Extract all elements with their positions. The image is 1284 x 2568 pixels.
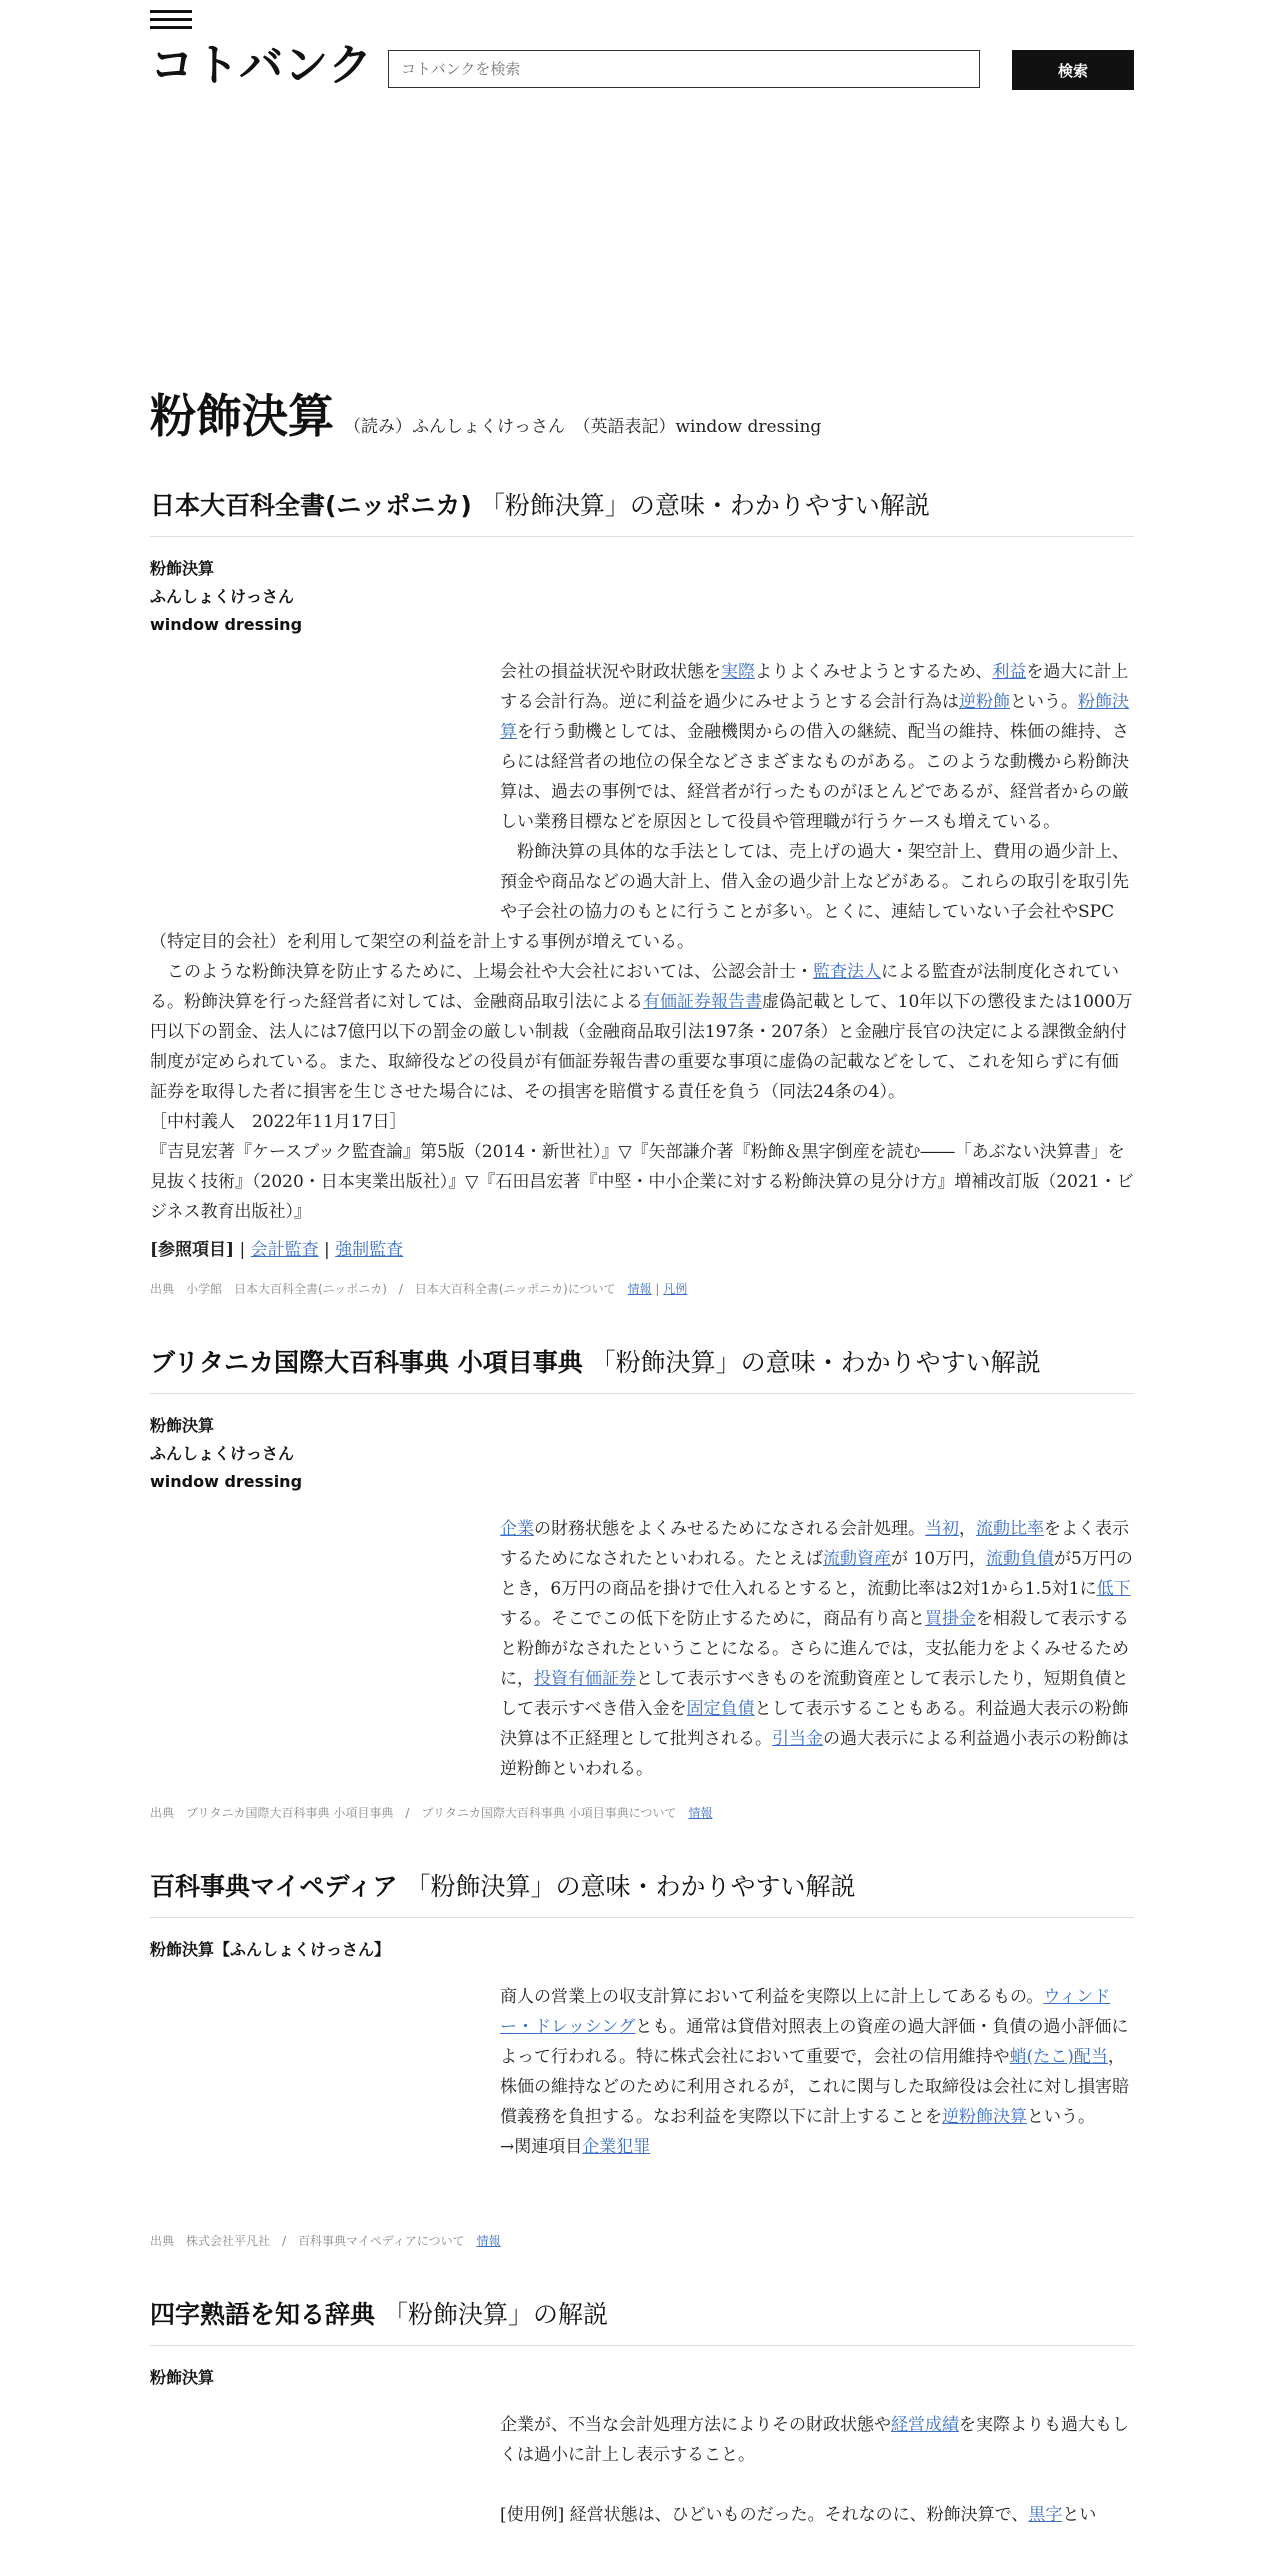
ref-link-kaikeikansa[interactable]: 会計監査 — [250, 1240, 319, 1260]
heading-suffix: 「粉飾決算」の意味・わかりやすい解説 — [590, 1348, 1041, 1377]
link-ryudofusai[interactable]: 流動負債 — [986, 1549, 1055, 1569]
section-britannica — [150, 1343, 1134, 1821]
example-text: [使用例] 経営状態は、ひどいものだった。それなのに、粉飾決算で、 — [500, 2505, 1029, 2525]
site-header — [150, 0, 1134, 100]
page — [150, 0, 1134, 2530]
text: このような粉飾決算を防止するために、上場会社や大会社においては、公認会計士・ — [167, 962, 813, 982]
link-koteifusai[interactable]: 固定負債 — [686, 1699, 755, 1719]
ad-spacer — [150, 657, 500, 907]
keyword: 粉飾決算 — [150, 1416, 215, 1435]
link-toshoku[interactable]: 当初 — [925, 1519, 959, 1539]
text: として表示すべきものを流動資産として表示したり，短期負債として表示すべき借入金を — [500, 1669, 1129, 1719]
section-heading — [150, 486, 1134, 537]
page-reading: （読み）ふんしょくけっさん （英語表記）window dressing — [344, 417, 822, 437]
heading-suffix: 「粉飾決算」の意味・わかりやすい解説 — [405, 1872, 856, 1901]
link-keieiseiseki[interactable]: 経営成績 — [891, 2415, 959, 2435]
entry-body — [150, 1982, 1134, 2162]
heading-suffix: 「粉飾決算」の意味・わかりやすい解説 — [479, 491, 930, 520]
text: よりよくみせようとするため、 — [755, 662, 993, 682]
link-takohaito[interactable]: 蛸(たこ)配当 — [1009, 2047, 1108, 2067]
title-row — [150, 380, 1134, 446]
link-kigyohanzai[interactable]: 企業犯罪 — [582, 2137, 651, 2157]
entry-body — [150, 2410, 1134, 2530]
text: の財務状態をよくみせるためになされる会計処理。 — [534, 1519, 925, 1539]
text: が 10万円， — [891, 1549, 987, 1569]
keyword-english: window dressing — [150, 615, 303, 634]
link-ryudoshisan[interactable]: 流動資産 — [823, 1549, 891, 1569]
keyword: 粉飾決算 — [150, 559, 215, 578]
text: ，株価の維持などのために利用されるが，これに関与した取締役は会社に対し損害賠償義務を負担する。なお利益を実際以下に計上することを — [500, 2047, 1129, 2127]
text: とい — [1062, 2505, 1097, 2525]
link-funshokukessan[interactable]: 粉飾決算 — [500, 692, 1129, 742]
source-text: 出典 株式会社平凡社 / 百科事典マイペディアについて — [150, 2234, 477, 2248]
text: する。そこでこの低下を防止するために，商品有り高と — [500, 1609, 925, 1629]
link-rieki[interactable]: 利益 — [992, 662, 1027, 682]
source-name: 日本大百科全書(ニッポニカ) — [150, 491, 472, 520]
source-text: 出典 ブリタニカ国際大百科事典 小項目事典 / ブリタニカ国際大百科事典 小項目事典について — [150, 1806, 689, 1820]
link-kigyo[interactable]: 企業 — [500, 1519, 534, 1539]
text: を実際よりも過大もしくは過小に計上し表示すること。 — [500, 2415, 1129, 2465]
author: ［中村義人 2022年11月17日］ — [150, 1112, 407, 1132]
link-ryudohiritsu[interactable]: 流動比率 — [976, 1519, 1044, 1539]
search-input[interactable] — [388, 50, 980, 88]
sep: | — [234, 1240, 251, 1260]
section-heading — [150, 1867, 1134, 1918]
entry-body — [150, 1514, 1134, 1784]
source-name: 百科事典マイペディア — [150, 1872, 398, 1901]
source-info-link[interactable]: 情報 — [627, 1282, 652, 1296]
source-name: ブリタニカ国際大百科事典 小項目事典 — [150, 1348, 583, 1377]
text: 粉飾決算の具体的な手法としては、売上げの過大・架空計上、費用の過少計上、預金や商品などの過大計上、借入金の過少計上などがある。これらの取引を取引先や子会社の協力のもとに行うことが多い。とくに、連結していない子会社やSPC（特定目的会社）を利用して架空の利益を計上する事例が増えている。 — [150, 842, 1129, 952]
link-gyakufunshokukessan[interactable]: 逆粉飾決算 — [942, 2107, 1027, 2127]
link-toshiyuka[interactable]: 投資有価証券 — [534, 1669, 636, 1689]
hamburger-menu-icon[interactable] — [150, 10, 192, 32]
link-window-dressing[interactable]: ウィンドー・ドレッシング — [500, 1987, 1111, 2037]
source-line — [150, 1804, 1134, 1821]
source-line — [150, 2232, 1134, 2249]
source-legend-link[interactable]: 凡例 — [663, 1282, 688, 1296]
text: による監査が法制度化されている。粉飾決算を行った経営者に対しては、金融商品取引法による — [150, 962, 1119, 1012]
sep: | — [318, 1240, 336, 1260]
source-info-link[interactable]: 情報 — [688, 1806, 713, 1820]
keyword: 粉飾決算【ふんしょくけっさん】 — [150, 1940, 391, 1959]
link-gyakufunshoku[interactable]: 逆粉飾 — [959, 692, 1010, 712]
ref-label: [参照項目] — [150, 1240, 235, 1260]
section-heading — [150, 1343, 1134, 1394]
text: が5万円のとき，6万円の商品を掛けで仕入れるとすると，流動比率は2対1から1.5対1に — [500, 1549, 1133, 1599]
bibliography: 『吉見宏著『ケースブック監査論』第5版（2014・新世社）』▽『矢部謙介著『粉飾＆黒字倒産を読む――「あぶない決算書」を見抜く技術』（2020・日本実業出版社）』▽『石田昌宏著『中堅・中小企業に対する粉飾決算の見分け方』増補改訂版（2021・ビジネス教育出版社）』 — [150, 1142, 1134, 1222]
link-teika[interactable]: 低下 — [1096, 1579, 1131, 1599]
text: という。 — [1027, 2107, 1095, 2127]
heading-suffix: 「粉飾決算」の解説 — [382, 2300, 608, 2329]
sep: | — [651, 1282, 664, 1296]
source-text: 出典 小学館 日本大百科全書(ニッポニカ) / 日本大百科全書(ニッポニカ)について — [150, 1282, 628, 1296]
link-kuroji[interactable]: 黒字 — [1028, 2505, 1063, 2525]
link-jissai[interactable]: 実際 — [721, 662, 755, 682]
text: 会社の損益状況や財政状態を — [500, 662, 721, 682]
link-kaikakekin[interactable]: 買掛金 — [925, 1609, 976, 1629]
text: ， — [959, 1519, 976, 1539]
text: 企業が、不当な会計処理方法によりその財政状態や — [500, 2415, 891, 2435]
search-button[interactable]: 検索 — [1012, 50, 1134, 90]
text: を過大に計上する会計行為。逆に利益を過少にみせようとする会計行為は — [500, 662, 1129, 712]
section-yojijukugo — [150, 2295, 1134, 2530]
text: の過大表示による利益過小表示の粉飾は逆粉飾といわれる。 — [500, 1729, 1129, 1779]
ref-link-kyoseikansa[interactable]: 強制監査 — [335, 1240, 404, 1260]
text: をよく表示するためになされたといわれる。たとえば — [500, 1519, 1129, 1569]
text: 虚偽記載として、10年以下の懲役または1000万円以下の罰金、法人には7億円以下の罰金の厳しい制裁（金融商品取引法197条・207条）と金融庁長官の決定による課徴金納付制度が定められている。また、取締役などの役員が有価証券報告書の重要な事項に虚偽の記載などをして、これを知らずに有価証券を取得した者に損害を生じさせた場合には、その損害を賠償する責任を負う（同法24条の4）。 — [150, 992, 1133, 1102]
section-heading — [150, 2295, 1134, 2346]
link-hikiatekin[interactable]: 引当金 — [772, 1729, 823, 1749]
keyword: 粉飾決算 — [150, 2368, 215, 2387]
text: として表示することもある。利益過大表示の粉飾決算は不正経理として批判される。 — [500, 1699, 1129, 1749]
text: という。 — [1010, 692, 1078, 712]
ad-space — [150, 100, 1134, 360]
reference-items — [150, 1235, 1134, 1260]
section-nipponica — [150, 486, 1134, 1297]
text: とも。通常は貸借対照表上の資産の過大評価・負債の過小評価によって行われる。特に株式会社において重要で，会社の信用維持や — [500, 2017, 1129, 2067]
link-kansahojin[interactable]: 監査法人 — [813, 962, 881, 982]
keyword-reading: ふんしょくけっさん — [150, 1444, 295, 1463]
source-line — [150, 1280, 1134, 1297]
section-mypedia — [150, 1867, 1134, 2249]
source-info-link[interactable]: 情報 — [476, 2234, 501, 2248]
link-yukashoken[interactable]: 有価証券報告書 — [643, 992, 762, 1012]
keyword-reading: ふんしょくけっさん — [150, 587, 295, 606]
text: を相殺して表示すると粉飾がなされたということになる。さらに進んでは，支払能力をよくみせるために， — [500, 1609, 1129, 1689]
keyword-english: window dressing — [150, 1472, 303, 1491]
related-label: →関連項目 — [500, 2137, 583, 2157]
text: 商人の営業上の収支計算において利益を実際以上に計上してあるもの。 — [500, 1987, 1044, 2007]
site-logo[interactable]: コトバンク — [150, 40, 374, 91]
entry-body — [150, 657, 1134, 1227]
source-name: 四字熟語を知る辞典 — [150, 2300, 376, 2329]
text: を行う動機としては、金融機関からの借入の継続、配当の維持、株価の維持、さらには経営者の地位の保全などさまざまなものがある。このような動機から粉飾決算は、過去の事例では、経営者が行ったものがほとんどであるが、経営者からの厳しい業務目標などを原因として役員や管理職が行うケースも増えている。 — [500, 722, 1129, 832]
page-title: 粉飾決算 — [150, 389, 334, 443]
